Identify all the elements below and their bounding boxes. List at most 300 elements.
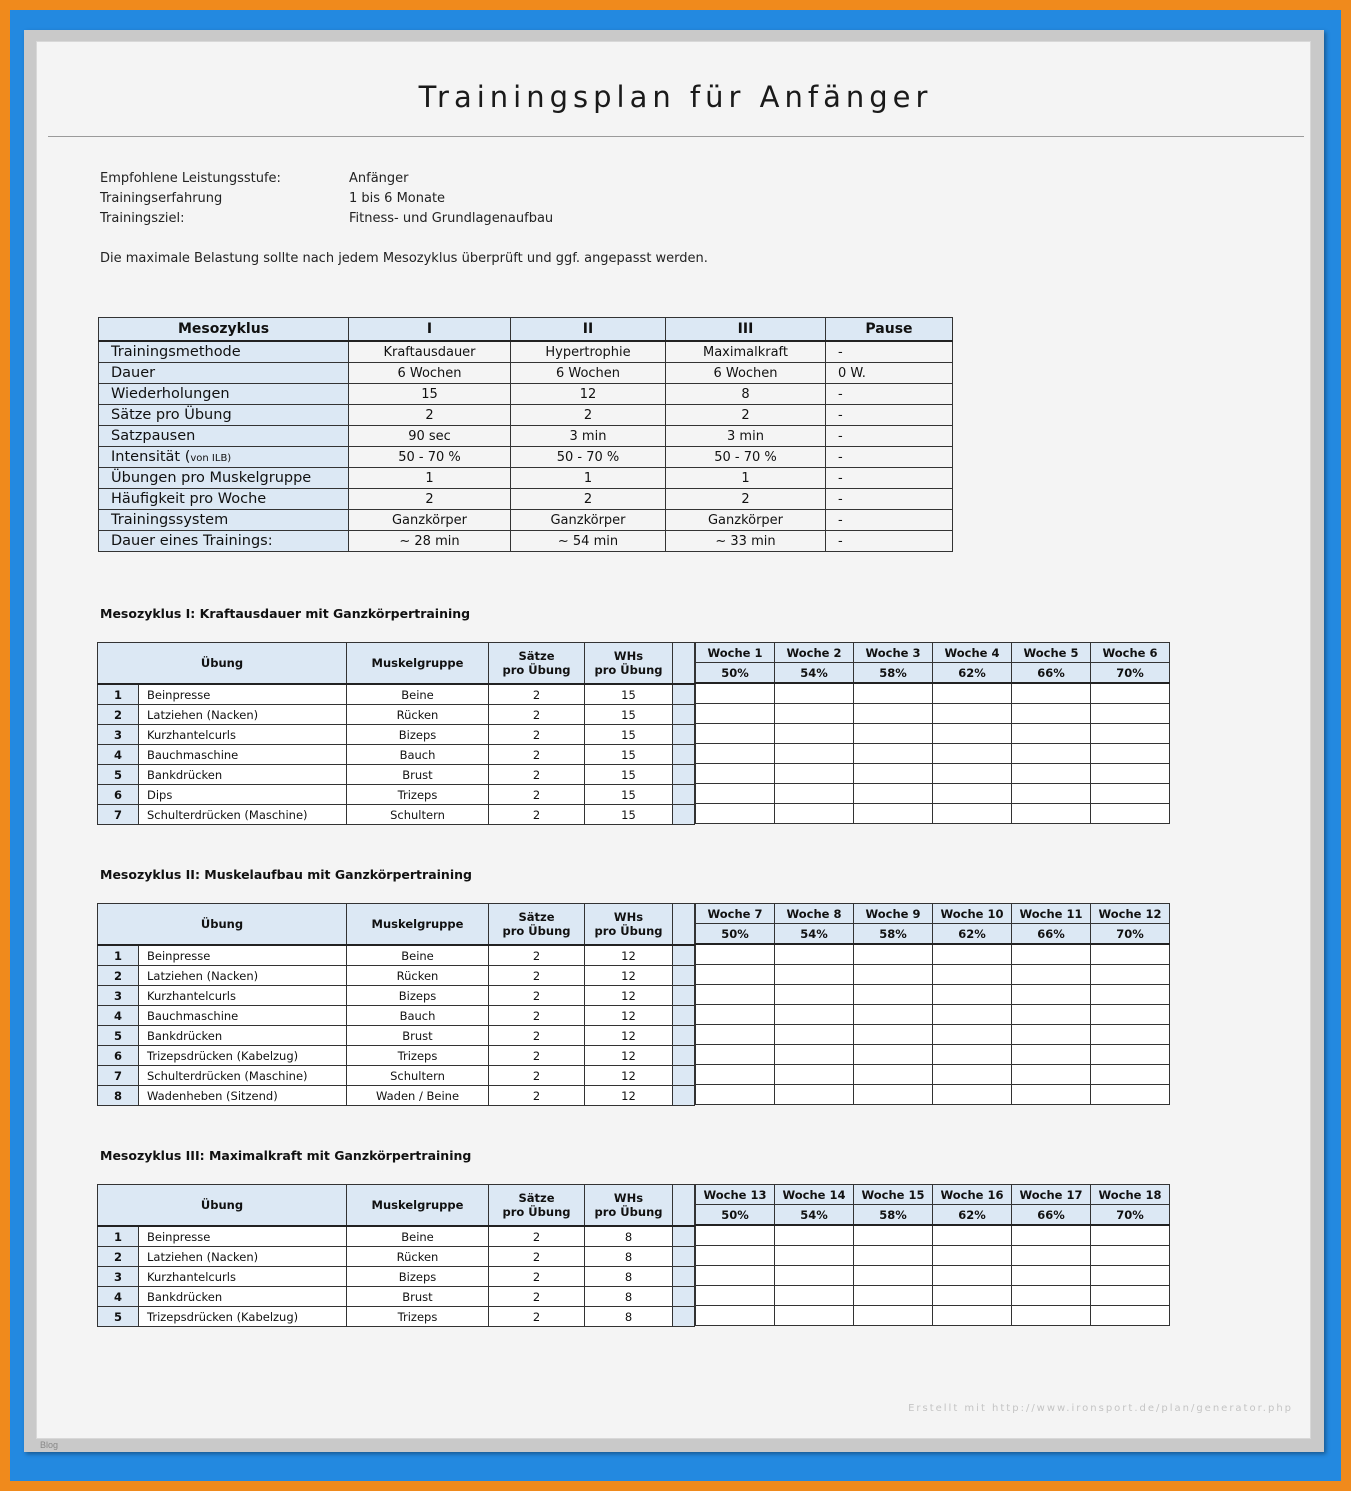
exercise-name: Schulterdrücken (Maschine) (139, 805, 347, 825)
week-log-cell[interactable] (775, 1225, 854, 1246)
week-log-cell[interactable] (775, 1266, 854, 1286)
week-percent-row (696, 663, 1170, 684)
week-log-cell[interactable] (933, 704, 1012, 724)
week-log-cell[interactable] (854, 1286, 933, 1306)
week-log-cell[interactable] (854, 1225, 933, 1246)
section-title: Mesozyklus II: Muskelaufbau mit Ganzkörpertraining (100, 867, 472, 882)
summary-cell: - (826, 531, 953, 552)
exercise-name: Latziehen (Nacken) (139, 705, 347, 725)
week-log-row (696, 1045, 1170, 1065)
exercise-muscle: Trizeps (347, 785, 489, 805)
week-percent: 70% (1091, 663, 1170, 684)
week-percent: 66% (1012, 663, 1091, 684)
week-header: Woche 8 (775, 904, 854, 924)
week-header: Woche 7 (696, 904, 775, 924)
spacer-cell (673, 1307, 695, 1327)
week-log-cell[interactable] (933, 944, 1012, 965)
week-log-cell[interactable] (933, 1045, 1012, 1065)
week-log-cell[interactable] (854, 1005, 933, 1025)
week-log-row (696, 744, 1170, 764)
summary-row-label (99, 405, 349, 426)
week-log-cell[interactable] (1091, 744, 1170, 764)
week-log-cell[interactable] (1012, 804, 1091, 824)
week-log-cell[interactable] (775, 683, 854, 704)
week-log-cell[interactable] (696, 1045, 775, 1065)
summary-row-label (99, 489, 349, 510)
summary-cell: 90 sec (349, 426, 511, 447)
exercise-header-row (98, 1185, 695, 1227)
week-header: Woche 18 (1091, 1185, 1170, 1205)
week-log-cell[interactable] (696, 1065, 775, 1085)
exercise-reps: 12 (585, 1086, 673, 1106)
week-log-cell[interactable] (775, 744, 854, 764)
spacer-cell (673, 745, 695, 765)
week-log-cell[interactable] (696, 965, 775, 985)
summary-row (99, 341, 953, 363)
week-log-cell[interactable] (1091, 1286, 1170, 1306)
exercise-number: 8 (98, 1086, 139, 1106)
week-log-cell[interactable] (1091, 1266, 1170, 1286)
week-log-cell[interactable] (1012, 784, 1091, 804)
spacer-cell (673, 1026, 695, 1046)
exercise-number: 7 (98, 805, 139, 825)
summary-cell: 50 - 70 % (511, 447, 666, 468)
week-percent: 62% (933, 663, 1012, 684)
exercise-row (98, 765, 695, 785)
header-whs-line1: WHs (613, 649, 644, 663)
week-percent: 62% (933, 1205, 1012, 1226)
week-header: Woche 13 (696, 1185, 775, 1205)
summary-row-label (99, 531, 349, 552)
spacer-cell (673, 966, 695, 986)
exercise-row (98, 785, 695, 805)
info-label: Trainingsziel: (100, 211, 185, 226)
week-log-cell[interactable] (1012, 1306, 1091, 1326)
week-percent: 54% (775, 924, 854, 945)
exercise-row (98, 705, 695, 725)
exercise-reps: 8 (585, 1226, 673, 1247)
spacer-cell (673, 1006, 695, 1026)
summary-row (99, 531, 953, 552)
header-uebung: Übung (98, 904, 347, 946)
week-log-cell[interactable] (933, 1286, 1012, 1306)
week-log-cell[interactable] (1012, 1005, 1091, 1025)
week-log-cell[interactable] (775, 1085, 854, 1105)
week-log-cell[interactable] (1091, 1085, 1170, 1105)
exercise-reps: 15 (585, 725, 673, 745)
exercise-number: 2 (98, 966, 139, 986)
week-log-cell[interactable] (854, 1085, 933, 1105)
header-saetze-line1: Sätze (518, 910, 555, 924)
exercise-number: 3 (98, 725, 139, 745)
week-log-row (696, 1025, 1170, 1045)
exercise-row (98, 1307, 695, 1327)
info-label: Empfohlene Leistungsstufe: (100, 171, 281, 186)
week-log-cell[interactable] (696, 1266, 775, 1286)
week-log-cell[interactable] (1012, 944, 1091, 965)
week-log-cell[interactable] (854, 744, 933, 764)
week-log-cell[interactable] (933, 985, 1012, 1005)
spacer-cell (673, 1247, 695, 1267)
summary-cell: Ganzkörper (349, 510, 511, 531)
summary-cell: Kraftausdauer (349, 341, 511, 363)
week-log-cell[interactable] (1012, 1065, 1091, 1085)
week-log-cell[interactable] (1012, 1085, 1091, 1105)
exercise-muscle: Rücken (347, 705, 489, 725)
week-log-cell[interactable] (696, 1085, 775, 1105)
header-saetze-line1: Sätze (518, 649, 555, 663)
week-log-cell[interactable] (1012, 965, 1091, 985)
week-log-cell[interactable] (1091, 985, 1170, 1005)
exercise-number: 2 (98, 705, 139, 725)
exercise-sets: 2 (489, 785, 585, 805)
week-log-cell[interactable] (933, 1065, 1012, 1085)
spacer-cell (673, 945, 695, 966)
exercise-row (98, 1267, 695, 1287)
week-log-cell[interactable] (775, 784, 854, 804)
week-log-cell[interactable] (854, 804, 933, 824)
week-log-cell[interactable] (933, 724, 1012, 744)
summary-cell: - (826, 384, 953, 405)
spacer-cell (673, 785, 695, 805)
summary-header: Pause (826, 318, 953, 342)
summary-cell: - (826, 447, 953, 468)
exercise-name: Dips (139, 785, 347, 805)
exercise-sets: 2 (489, 725, 585, 745)
spacer-cell (673, 1287, 695, 1307)
exercise-sets: 2 (489, 1287, 585, 1307)
week-percent: 70% (1091, 1205, 1170, 1226)
week-log-cell[interactable] (775, 1286, 854, 1306)
week-log-cell[interactable] (933, 784, 1012, 804)
exercise-muscle: Rücken (347, 966, 489, 986)
summary-cell: 3 min (511, 426, 666, 447)
summary-cell: 6 Wochen (666, 363, 826, 384)
week-percent: 50% (696, 924, 775, 945)
spacer-cell (673, 705, 695, 725)
week-log-row (696, 764, 1170, 784)
exercise-reps: 15 (585, 805, 673, 825)
week-log-cell[interactable] (854, 1045, 933, 1065)
exercise-muscle: Bizeps (347, 725, 489, 745)
info-label: Trainingserfahrung (100, 191, 223, 206)
exercise-sets: 2 (489, 745, 585, 765)
week-log-cell[interactable] (696, 704, 775, 724)
spacer-header (673, 1185, 695, 1227)
week-log-cell[interactable] (1012, 1045, 1091, 1065)
week-log-cell[interactable] (1091, 784, 1170, 804)
week-header: Woche 4 (933, 643, 1012, 663)
exercise-sets: 2 (489, 945, 585, 966)
exercise-name: Beinpresse (139, 684, 347, 705)
summary-cell: 1 (511, 468, 666, 489)
week-log-cell[interactable] (696, 1286, 775, 1306)
week-log-cell[interactable] (854, 1025, 933, 1045)
week-header: Woche 3 (854, 643, 933, 663)
summary-row (99, 447, 953, 468)
exercise-sets: 2 (489, 805, 585, 825)
header-saetze (489, 643, 585, 685)
summary-cell: 12 (511, 384, 666, 405)
week-log-cell[interactable] (696, 985, 775, 1005)
exercise-row (98, 684, 695, 705)
exercise-muscle: Waden / Beine (347, 1086, 489, 1106)
week-log-cell[interactable] (854, 683, 933, 704)
week-percent: 66% (1012, 1205, 1091, 1226)
week-log-cell[interactable] (854, 1246, 933, 1266)
week-log-cell[interactable] (933, 744, 1012, 764)
week-log-cell[interactable] (854, 944, 933, 965)
week-log-cell[interactable] (1091, 804, 1170, 824)
week-log-cell[interactable] (854, 764, 933, 784)
summary-cell: - (826, 341, 953, 363)
week-percent: 70% (1091, 924, 1170, 945)
week-log-cell[interactable] (1012, 683, 1091, 704)
exercise-name: Bankdrücken (139, 1026, 347, 1046)
week-log-cell[interactable] (775, 724, 854, 744)
exercise-row (98, 945, 695, 966)
summary-label-small: von ILB) (190, 453, 232, 464)
info-value: 1 bis 6 Monate (349, 191, 446, 206)
week-log-cell[interactable] (696, 784, 775, 804)
exercise-number: 6 (98, 1046, 139, 1066)
week-log-cell[interactable] (1012, 724, 1091, 744)
exercise-row (98, 1046, 695, 1066)
exercise-reps: 15 (585, 684, 673, 705)
exercise-reps: 8 (585, 1287, 673, 1307)
week-log-row (696, 1306, 1170, 1326)
week-log-cell[interactable] (696, 1306, 775, 1326)
week-log-cell[interactable] (933, 683, 1012, 704)
week-log-cell[interactable] (1012, 704, 1091, 724)
week-log-cell[interactable] (854, 1306, 933, 1326)
week-log-cell[interactable] (1091, 724, 1170, 744)
week-log-cell[interactable] (1012, 1266, 1091, 1286)
info-value: Fitness- und Grundlagenaufbau (349, 211, 554, 226)
week-log-cell[interactable] (696, 724, 775, 744)
exercise-number: 4 (98, 1287, 139, 1307)
exercise-name: Wadenheben (Sitzend) (139, 1086, 347, 1106)
week-header: Woche 15 (854, 1185, 933, 1205)
week-log-cell[interactable] (854, 1266, 933, 1286)
summary-cell: 2 (666, 405, 826, 426)
exercise-name: Schulterdrücken (Maschine) (139, 1066, 347, 1086)
week-log-cell[interactable] (775, 1025, 854, 1045)
week-log-cell[interactable] (1091, 1065, 1170, 1085)
header-whs-line1: WHs (613, 910, 644, 924)
week-log-cell[interactable] (933, 1085, 1012, 1105)
exercise-row (98, 1066, 695, 1086)
exercise-reps: 8 (585, 1247, 673, 1267)
week-log-cell[interactable] (1091, 1225, 1170, 1246)
summary-label-text: Übungen pro Muskelgruppe (111, 470, 312, 486)
header-saetze-line1: Sätze (518, 1191, 555, 1205)
week-log-cell[interactable] (933, 764, 1012, 784)
header-saetze (489, 1185, 585, 1227)
week-log-cell[interactable] (775, 704, 854, 724)
week-log-cell[interactable] (1091, 944, 1170, 965)
week-log-cell[interactable] (1091, 1045, 1170, 1065)
header-whs (585, 1185, 673, 1227)
week-log-cell[interactable] (933, 1246, 1012, 1266)
week-log-cell[interactable] (696, 1005, 775, 1025)
week-log-cell[interactable] (775, 1246, 854, 1266)
week-log-cell[interactable] (775, 1045, 854, 1065)
exercise-muscle: Brust (347, 765, 489, 785)
spacer-cell (673, 986, 695, 1006)
exercise-reps: 15 (585, 705, 673, 725)
week-header-row (696, 643, 1170, 663)
week-log-cell[interactable] (1091, 764, 1170, 784)
week-header: Woche 5 (1012, 643, 1091, 663)
week-log-cell[interactable] (854, 704, 933, 724)
week-log-cell[interactable] (1091, 1025, 1170, 1045)
summary-label-text: Trainingsmethode (111, 344, 241, 360)
exercise-sets: 2 (489, 1026, 585, 1046)
week-log-cell[interactable] (696, 1025, 775, 1045)
week-log-cell[interactable] (775, 764, 854, 784)
summary-row-label (99, 341, 349, 363)
exercise-sets: 2 (489, 1006, 585, 1026)
week-log-cell[interactable] (696, 744, 775, 764)
exercise-reps: 12 (585, 1046, 673, 1066)
week-log-cell[interactable] (854, 1065, 933, 1085)
week-log-cell[interactable] (696, 1225, 775, 1246)
week-log-row (696, 1225, 1170, 1246)
header-whs-line2: pro Übung (594, 663, 663, 677)
week-log-cell[interactable] (854, 965, 933, 985)
week-header-row (696, 904, 1170, 924)
section-title: Mesozyklus III: Maximalkraft mit Ganzkörpertraining (100, 1148, 472, 1163)
week-log-cell[interactable] (775, 804, 854, 824)
exercise-sets: 2 (489, 1086, 585, 1106)
week-log-cell[interactable] (775, 1065, 854, 1085)
week-log-cell[interactable] (1091, 704, 1170, 724)
week-log-row (696, 1246, 1170, 1266)
header-muskelgruppe: Muskelgruppe (347, 904, 489, 946)
week-log-cell[interactable] (1012, 1286, 1091, 1306)
week-log-cell[interactable] (933, 1005, 1012, 1025)
week-log-cell[interactable] (775, 985, 854, 1005)
week-log-cell[interactable] (775, 965, 854, 985)
exercise-muscle: Bauch (347, 745, 489, 765)
week-log-cell[interactable] (696, 1246, 775, 1266)
exercise-header-row (98, 904, 695, 946)
week-log-cell[interactable] (696, 804, 775, 824)
week-log-cell[interactable] (1091, 965, 1170, 985)
week-log-cell[interactable] (696, 944, 775, 965)
week-log-cell[interactable] (933, 804, 1012, 824)
summary-row-label (99, 363, 349, 384)
week-log-cell[interactable] (854, 724, 933, 744)
week-log-cell[interactable] (933, 965, 1012, 985)
week-log-cell[interactable] (933, 1306, 1012, 1326)
summary-cell: 6 Wochen (511, 363, 666, 384)
week-header-row (696, 1185, 1170, 1205)
exercise-sets: 2 (489, 986, 585, 1006)
week-header: Woche 16 (933, 1185, 1012, 1205)
exercise-header-row (98, 643, 695, 685)
exercise-name: Latziehen (Nacken) (139, 966, 347, 986)
summary-row (99, 363, 953, 384)
summary-label-text: Häufigkeit pro Woche (111, 491, 267, 507)
week-log-cell[interactable] (1091, 1306, 1170, 1326)
exercise-number: 2 (98, 1247, 139, 1267)
week-log-cell[interactable] (1012, 985, 1091, 1005)
week-log-cell[interactable] (1012, 1025, 1091, 1045)
summary-label-text: Dauer eines Trainings: (111, 533, 273, 549)
summary-cell: 1 (666, 468, 826, 489)
header-saetze-line2: pro Übung (502, 1205, 571, 1219)
summary-label-text: Intensität ( (111, 449, 191, 465)
week-log-cell[interactable] (933, 1225, 1012, 1246)
weekly-log-table (695, 642, 1170, 824)
summary-cell: 2 (511, 405, 666, 426)
summary-cell: - (826, 426, 953, 447)
spacer-header (673, 904, 695, 946)
week-log-cell[interactable] (1091, 683, 1170, 704)
week-header: Woche 11 (1012, 904, 1091, 924)
week-log-cell[interactable] (1012, 764, 1091, 784)
week-log-cell[interactable] (1091, 1246, 1170, 1266)
summary-cell: Ganzkörper (666, 510, 826, 531)
week-log-cell[interactable] (775, 1005, 854, 1025)
exercise-reps: 12 (585, 1066, 673, 1086)
week-log-cell[interactable] (854, 985, 933, 1005)
exercise-reps: 12 (585, 1026, 673, 1046)
week-log-cell[interactable] (1012, 744, 1091, 764)
spacer-cell (673, 1066, 695, 1086)
section-title: Mesozyklus I: Kraftausdauer mit Ganzkörpertraining (100, 606, 471, 621)
week-log-cell[interactable] (1091, 1005, 1170, 1025)
exercise-row (98, 1287, 695, 1307)
summary-cell: Ganzkörper (511, 510, 666, 531)
summary-label-text: Wiederholungen (111, 386, 230, 402)
week-percent: 54% (775, 1205, 854, 1226)
week-log-cell[interactable] (933, 1266, 1012, 1286)
weekly-log-table (695, 903, 1170, 1105)
exercise-name: Kurzhantelcurls (139, 986, 347, 1006)
header-whs (585, 904, 673, 946)
week-log-cell[interactable] (696, 764, 775, 784)
summary-row (99, 468, 953, 489)
summary-row-label (99, 447, 349, 468)
summary-cell: Maximalkraft (666, 341, 826, 363)
week-log-cell[interactable] (933, 1025, 1012, 1045)
week-log-cell[interactable] (1012, 1225, 1091, 1246)
exercise-name: Bankdrücken (139, 765, 347, 785)
exercise-reps: 15 (585, 745, 673, 765)
header-whs-line1: WHs (613, 1191, 644, 1205)
spacer-cell (673, 1046, 695, 1066)
summary-cell: 15 (349, 384, 511, 405)
exercise-number: 5 (98, 765, 139, 785)
exercise-reps: 15 (585, 785, 673, 805)
week-percent: 58% (854, 1205, 933, 1226)
exercise-name: Bauchmaschine (139, 745, 347, 765)
week-log-cell[interactable] (696, 683, 775, 704)
exercise-name: Beinpresse (139, 945, 347, 966)
week-log-cell[interactable] (775, 1306, 854, 1326)
week-log-cell[interactable] (854, 784, 933, 804)
exercise-number: 1 (98, 1226, 139, 1247)
exercise-row (98, 725, 695, 745)
exercise-sets: 2 (489, 705, 585, 725)
week-log-cell[interactable] (775, 944, 854, 965)
week-log-cell[interactable] (1012, 1246, 1091, 1266)
exercise-sets: 2 (489, 1226, 585, 1247)
summary-cell: 2 (349, 489, 511, 510)
